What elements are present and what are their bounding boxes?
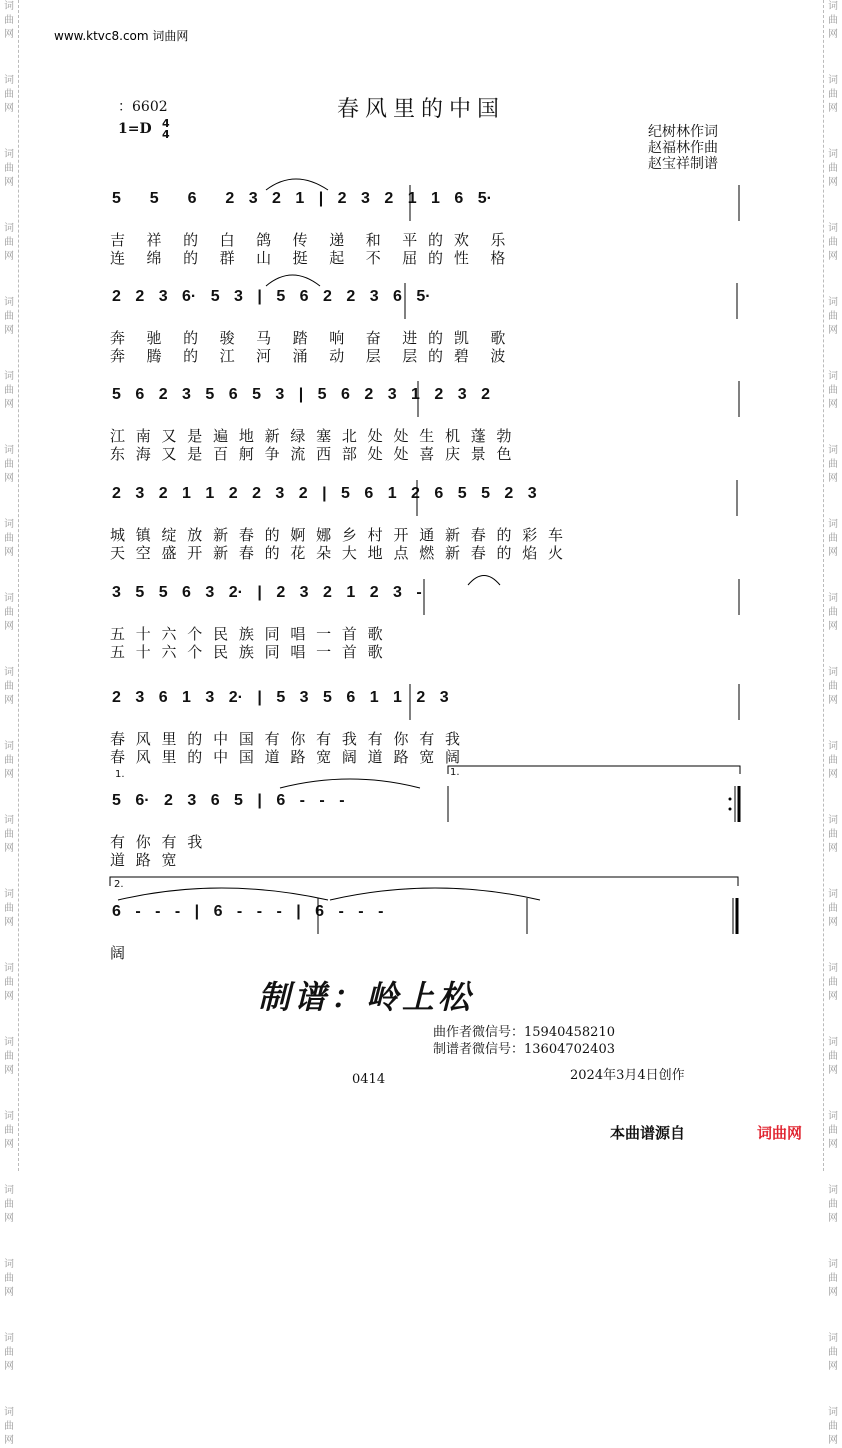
watermark-text: 词曲网 (828, 371, 838, 410)
watermark-text: 词曲网 (4, 963, 14, 1002)
watermark-text: 词曲网 (828, 297, 838, 336)
watermark-text: 词曲网 (4, 889, 14, 928)
source-label: 本曲谱源自 (610, 1124, 686, 1142)
watermark-strip-right (823, 0, 842, 1446)
arranger-wechat: 制谱者微信号：13604702403 (433, 1042, 615, 1057)
watermark-text: 词曲网 (4, 371, 14, 410)
lyric-line: 五 十 六 个 民 族 同 唱 一 首 歌 (110, 643, 383, 661)
lyric-line: 城 镇 绽 放 新 春 的 婀 娜 乡 村 开 通 新 春 的 彩 车 (110, 526, 564, 544)
key-signature: 1=D (118, 121, 152, 137)
volta-1-label-end: 1. (450, 767, 460, 778)
watermark-text: 词曲网 (4, 667, 14, 706)
lyricist: 纪树林作词 (648, 124, 718, 140)
notation-row: 3 5 5 6 3 2· | 2 3 2 1 2 3 - (112, 584, 422, 601)
lyric-line: 奔 腾 的 江 河 涌 动 层 层 的 碧 波 (110, 347, 506, 365)
watermark-text: 词曲网 (828, 445, 838, 484)
song-title: 春风里的中国 (336, 97, 505, 122)
lyric-line: 春 风 里 的 中 国 有 你 有 我 有 你 有 我 (110, 730, 460, 748)
watermark-text: 词曲网 (4, 519, 14, 558)
watermark-text: 词曲网 (4, 1111, 14, 1150)
watermark-text: 词曲网 (4, 1037, 14, 1076)
watermark-text: 词曲网 (828, 963, 838, 1002)
watermark-text: 词曲网 (4, 593, 14, 632)
watermark-text: 词曲网 (4, 75, 14, 114)
volta-2-label: 2. (114, 879, 124, 890)
lyric-line: 奔 驰 的 骏 马 踏 响 奋 进 的 凯 歌 (110, 329, 506, 347)
watermark-text: 词曲网 (828, 223, 838, 262)
composer-wechat: 曲作者微信号：15940458210 (433, 1025, 615, 1040)
arranger: 赵宝祥制谱 (648, 156, 718, 172)
notation-row: 5 5 6 2 3 2 1 | 2 3 2 1 1 6 5· (112, 190, 492, 207)
lyric-line: 连 绵 的 群 山 挺 起 不 屈 的 性 格 (110, 249, 506, 267)
time-signature (162, 118, 170, 140)
watermark-text: 词曲网 (828, 1407, 838, 1446)
time-bottom: 4 (162, 128, 170, 141)
notation-row: 2 3 6 1 3 2· | 5 3 5 6 1 1 2 3 (112, 689, 449, 706)
watermark-text: 词曲网 (828, 519, 838, 558)
score-number: ：6602 (118, 99, 168, 115)
watermark-text: 词曲网 (4, 149, 14, 188)
watermark-text: 词曲网 (4, 1185, 14, 1224)
watermark-text: 词曲网 (828, 815, 838, 854)
lyric-line: 道 路 宽 (110, 851, 177, 869)
watermark-text: 词曲网 (4, 1407, 14, 1446)
lyric-line: 有 你 有 我 (110, 833, 203, 851)
watermark-text: 词曲网 (828, 1185, 838, 1224)
notation-row: 5 6 2 3 5 6 5 3 | 5 6 2 3 1 2 3 2 (112, 386, 490, 403)
watermark-text: 词曲网 (828, 741, 838, 780)
watermark-text: 词曲网 (4, 445, 14, 484)
lyric-line: 东 海 又 是 百 舸 争 流 西 部 处 处 喜 庆 景 色 (110, 445, 512, 463)
notation-row: 2 3 2 1 1 2 2 3 2 | 5 6 1 2 6 5 5 2 3 (112, 485, 537, 502)
watermark-text: 词曲网 (4, 297, 14, 336)
composer: 赵福林作曲 (648, 140, 718, 156)
volta-1-label: 1. (115, 769, 125, 780)
watermark-text: 词曲网 (828, 1111, 838, 1150)
lyric-line: 春 风 里 的 中 国 道 路 宽 阔 道 路 宽 阔 (110, 748, 460, 766)
time-top: 4 (162, 117, 170, 130)
lyric-line: 天 空 盛 开 新 春 的 花 朵 大 地 点 燃 新 春 的 焰 火 (110, 544, 564, 562)
watermark-text: 词曲网 (828, 1, 838, 40)
creation-date: 2024年3月4日创作 (570, 1068, 685, 1083)
lyric-line: 吉 祥 的 白 鸽 传 递 和 平 的 欢 乐 (110, 231, 506, 249)
watermark-text: 词曲网 (4, 1259, 14, 1298)
watermark-text: 词曲网 (4, 815, 14, 854)
lyric-line: 江 南 又 是 遍 地 新 绿 塞 北 处 处 生 机 蓬 勃 (110, 427, 512, 445)
watermark-text: 词曲网 (828, 667, 838, 706)
brand-link[interactable]: 词曲网 (757, 1124, 803, 1142)
watermark-strip-left (0, 0, 19, 1446)
lyric-line: 阔 (110, 944, 126, 962)
watermark-text: 词曲网 (828, 149, 838, 188)
watermark-text: 词曲网 (828, 1259, 838, 1298)
watermark-text: 词曲网 (828, 593, 838, 632)
arranger-signature: 制谱：岭上松 (258, 978, 475, 1016)
notation-row: 6 - - - | 6 - - - | 6 - - - (112, 903, 384, 920)
credits (648, 124, 718, 172)
watermark-text: 词曲网 (4, 741, 14, 780)
watermark-text: 词曲网 (828, 889, 838, 928)
score-code: 0414 (352, 1072, 386, 1087)
watermark-text: 词曲网 (828, 1037, 838, 1076)
watermark-text: 词曲网 (828, 75, 838, 114)
notation-row: 5 6· 2 3 6 5 | 6 - - - (112, 792, 345, 809)
watermark-text: 词曲网 (4, 1333, 14, 1372)
watermark-text: 词曲网 (828, 1333, 838, 1372)
wechat-info (433, 1024, 615, 1058)
watermark-text: 词曲网 (4, 1, 14, 40)
notation-row: 2 2 3 6· 5 3 | 5 6 2 2 3 6 5· (112, 288, 431, 305)
watermark-text: 词曲网 (4, 223, 14, 262)
lyric-line: 五 十 六 个 民 族 同 唱 一 首 歌 (110, 625, 383, 643)
site-url[interactable]: www.ktvc8.com 词曲网 (54, 29, 189, 43)
